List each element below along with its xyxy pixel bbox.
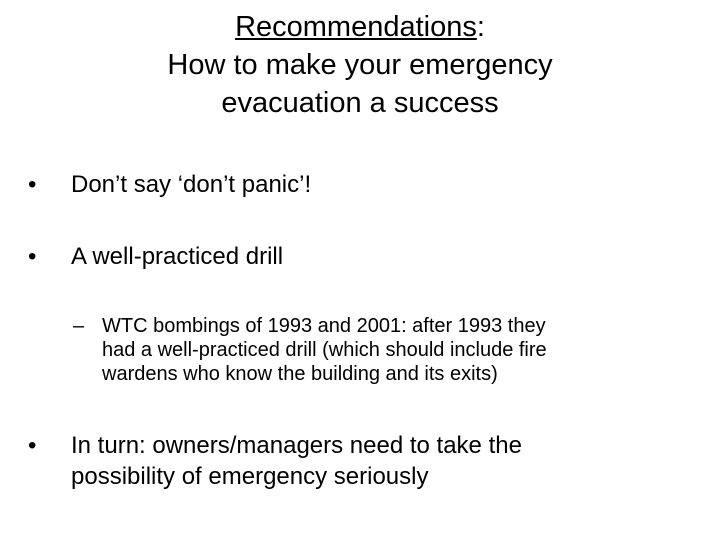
title-line-2: How to make your emergency xyxy=(167,49,553,81)
bullet-text xyxy=(71,430,522,492)
bullet-line: possibility of emergency seriously xyxy=(71,463,429,490)
dash-icon: – xyxy=(73,315,85,337)
title-colon: : xyxy=(476,11,485,43)
sub-bullet-line: wardens who know the building and its exits) xyxy=(102,363,498,385)
title-line-1 xyxy=(0,8,720,46)
bullet-item xyxy=(28,241,688,272)
bullet-line: In turn: owners/managers need to take the xyxy=(71,432,522,459)
slide-title xyxy=(0,8,720,122)
bullet-dot-icon: • xyxy=(28,243,37,270)
bullet-text: Don’t say ‘don’t panic’! xyxy=(71,171,312,198)
sub-bullet-text xyxy=(102,314,547,386)
bullet-dot-icon: • xyxy=(28,171,37,198)
bullet-text: A well-practiced drill xyxy=(71,243,284,270)
bullet-dot-icon: • xyxy=(28,432,37,459)
title-underlined-word: Recommendations xyxy=(235,11,477,43)
sub-bullet-line: WTC bombings of 1993 and 2001: after 1993 they xyxy=(102,315,546,337)
bullet-item xyxy=(28,169,688,200)
title-line-3: evacuation a success xyxy=(221,87,499,119)
bullet-item xyxy=(28,430,688,492)
sub-bullet-line: had a well-practiced drill (which should include fire xyxy=(102,339,547,361)
